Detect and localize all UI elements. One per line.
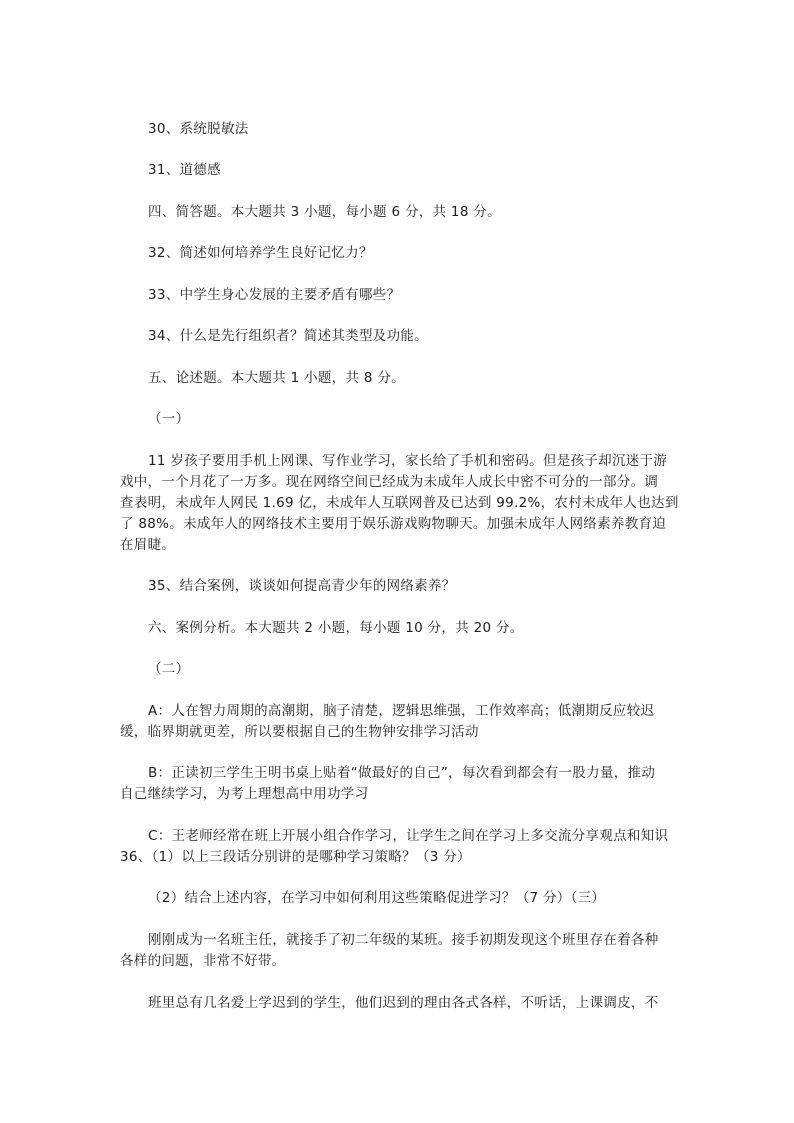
case-1-line: 在眉睫。 (120, 537, 176, 553)
case-1-paragraph (120, 451, 680, 556)
section-6-heading: 六、案例分析。本大题共 2 小题，每小题 10 分，共 20 分。 (148, 620, 524, 636)
question-35: 35、结合案例，谈谈如何提高青少年的网络素养？ (148, 578, 456, 594)
case-3-line: 刚刚成为一名班主任，就接手了初二年级的某班。接手初期发现这个班里存在着各种 (148, 932, 659, 948)
case-2-label: （二） (148, 661, 190, 677)
case-1-line: 查表明，未成年人网民 1.69 亿，未成年人互联网普及已达到 99.2%，农村未成年人也达到 (120, 495, 679, 511)
item-31: 31、道德感 (148, 162, 221, 178)
section-5-heading: 五、论述题。本大题共 1 小题，共 8 分。 (148, 370, 405, 386)
question-33: 33、中学生身心发展的主要矛盾有哪些？ (148, 287, 401, 303)
statement-b-line: 自己继续学习，为考上理想高中用功学习 (120, 786, 369, 802)
question-36-part-1: 36、（1）以上三段话分别讲的是哪种学习策略？（3 分） (120, 849, 471, 865)
statement-a-line: 缓，临界期就更差，所以要根据自己的生物钟安排学习活动 (120, 724, 479, 740)
case-1-line: 戏中，一个月花了一万多。现在网络空间已经成为未成年人成长中密不可分的一部分。调 (120, 474, 659, 490)
statement-a (120, 701, 680, 743)
statement-b-line: B：正读初三学生王明书桌上贴着“做最好的自己”，每次看到都会有一股力量，推动 (148, 765, 656, 781)
statement-c: C：王老师经常在班上开展小组合作学习，让学生之间在学习上多交流分享观点和知识 (148, 828, 669, 844)
question-32: 32、简述如何培养学生良好记忆力？ (148, 245, 373, 261)
case-3-line: 各样的问题，非常不好带。 (120, 953, 286, 969)
case-3-paragraph (120, 930, 680, 972)
case-1-label: （一） (148, 411, 190, 427)
statement-a-line: A：人在智力周期的高潮期，脑子清楚，逻辑思维强，工作效率高；低潮期反应较迟 (148, 703, 655, 719)
case-1-line: 11 岁孩子要用手机上网课、写作业学习，家长给了手机和密码。但是孩子却沉迷于游 (148, 453, 668, 469)
item-30: 30、系统脱敏法 (148, 121, 249, 137)
question-34: 34、什么是先行组织者？简述其类型及功能。 (148, 328, 428, 344)
case-1-line: 了 88%。未成年人的网络技术主要用于娱乐游戏购物聊天。加强未成年人网络素养教育迫 (120, 516, 667, 532)
section-4-heading: 四、简答题。本大题共 3 小题，每小题 6 分，共 18 分。 (148, 204, 501, 220)
statement-b (120, 763, 680, 805)
case-3-continuation: 班里总有几名爱上学迟到的学生，他们迟到的理由各式各样，不听话，上课调皮，不 (148, 995, 659, 1011)
question-36-part-2: （2）结合上述内容，在学习中如何利用这些策略促进学习？（7 分）（三） (148, 890, 606, 906)
